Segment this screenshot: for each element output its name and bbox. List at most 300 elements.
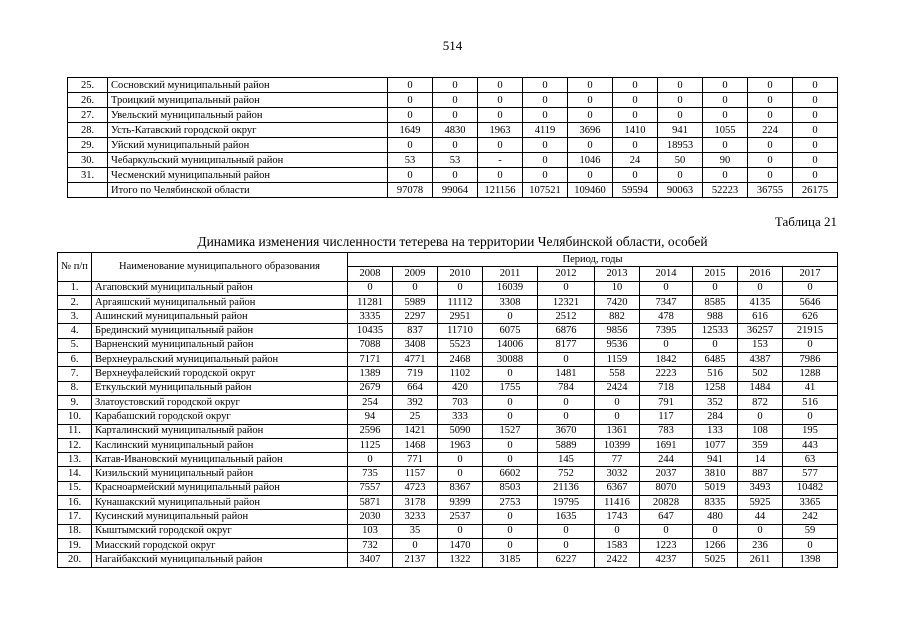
header-year: 2015	[693, 267, 738, 281]
value-cell: 1398	[783, 553, 838, 567]
value-cell: 2512	[538, 310, 595, 324]
value-cell: 0	[393, 281, 438, 295]
value-cell: 0	[388, 93, 433, 108]
value-cell: 0	[523, 153, 568, 168]
value-cell: 0	[783, 538, 838, 552]
row-name: Сосновский муниципальный район	[108, 78, 388, 93]
value-cell: 1691	[640, 438, 693, 452]
value-cell: 791	[640, 395, 693, 409]
row-number: 17.	[58, 510, 92, 524]
header-year: 2011	[483, 267, 538, 281]
header-year: 2013	[595, 267, 640, 281]
value-cell: 0	[568, 108, 613, 123]
row-number: 13.	[58, 453, 92, 467]
value-cell: 719	[393, 367, 438, 381]
row-number: 15.	[58, 481, 92, 495]
value-cell: 0	[793, 168, 838, 183]
value-cell: 0	[748, 168, 793, 183]
row-name: Усть-Катавский городской округ	[108, 123, 388, 138]
table-top-continuation	[67, 77, 838, 198]
value-cell: 11281	[348, 295, 393, 309]
row-name: Верхнеуфалейский городской округ	[92, 367, 348, 381]
value-cell: 7420	[595, 295, 640, 309]
value-cell: 0	[703, 108, 748, 123]
value-cell: 12533	[693, 324, 738, 338]
value-cell: 3407	[348, 553, 393, 567]
row-number: 20.	[58, 553, 92, 567]
row-name: Кыштымский городской округ	[92, 524, 348, 538]
row-name: Миасский городской округ	[92, 538, 348, 552]
value-cell: 90063	[658, 183, 703, 198]
value-cell: 5019	[693, 481, 738, 495]
value-cell: 21136	[538, 481, 595, 495]
value-cell: 1125	[348, 438, 393, 452]
table-row	[58, 338, 838, 352]
value-cell: 887	[738, 467, 783, 481]
value-cell: 8585	[693, 295, 738, 309]
row-number: 5.	[58, 338, 92, 352]
value-cell: 7347	[640, 295, 693, 309]
row-name: Уйский муниципальный район	[108, 138, 388, 153]
row-number: 4.	[58, 324, 92, 338]
value-cell: 941	[693, 453, 738, 467]
table-number: Таблица 21	[774, 214, 837, 229]
value-cell: 7171	[348, 353, 393, 367]
value-cell: 783	[640, 424, 693, 438]
value-cell: -	[478, 153, 523, 168]
value-cell: 52223	[703, 183, 748, 198]
value-cell: 2422	[595, 553, 640, 567]
value-cell: 1470	[438, 538, 483, 552]
value-cell: 0	[595, 395, 640, 409]
value-cell: 1583	[595, 538, 640, 552]
value-cell: 352	[693, 395, 738, 409]
value-cell: 577	[783, 467, 838, 481]
page-number: 514	[442, 38, 463, 53]
value-cell: 0	[483, 524, 538, 538]
header-year: 2012	[538, 267, 595, 281]
value-cell: 19795	[538, 496, 595, 510]
value-cell: 0	[388, 138, 433, 153]
value-cell: 121156	[478, 183, 523, 198]
value-cell: 0	[538, 353, 595, 367]
value-cell: 11416	[595, 496, 640, 510]
value-cell: 732	[348, 538, 393, 552]
value-cell: 0	[748, 108, 793, 123]
header-year: 2016	[738, 267, 783, 281]
value-cell: 145	[538, 453, 595, 467]
row-name: Еткульский муниципальный район	[92, 381, 348, 395]
value-cell: 1527	[483, 424, 538, 438]
value-cell: 0	[613, 138, 658, 153]
row-name: Кусинский муниципальный район	[92, 510, 348, 524]
value-cell: 3696	[568, 123, 613, 138]
row-number: 29.	[68, 138, 108, 153]
row-name: Верхнеуральский муниципальный район	[92, 353, 348, 367]
value-cell: 5025	[693, 553, 738, 567]
value-cell: 0	[438, 281, 483, 295]
table-row	[68, 153, 838, 168]
table-row	[58, 453, 838, 467]
table-main	[57, 252, 838, 568]
value-cell: 0	[693, 281, 738, 295]
value-cell: 516	[693, 367, 738, 381]
table-row	[58, 438, 838, 452]
value-cell: 1288	[783, 367, 838, 381]
value-cell: 2753	[483, 496, 538, 510]
value-cell: 6227	[538, 553, 595, 567]
value-cell: 3233	[393, 510, 438, 524]
table-row	[58, 553, 838, 567]
value-cell: 1102	[438, 367, 483, 381]
value-cell: 50	[658, 153, 703, 168]
value-cell: 0	[478, 78, 523, 93]
value-cell: 3493	[738, 481, 783, 495]
row-number: 8.	[58, 381, 92, 395]
value-cell: 12321	[538, 295, 595, 309]
value-cell: 2037	[640, 467, 693, 481]
value-cell: 0	[523, 93, 568, 108]
value-cell: 8367	[438, 481, 483, 495]
value-cell: 236	[738, 538, 783, 552]
value-cell: 8070	[640, 481, 693, 495]
value-cell: 109460	[568, 183, 613, 198]
value-cell: 242	[783, 510, 838, 524]
value-cell: 0	[793, 153, 838, 168]
value-cell: 0	[748, 93, 793, 108]
value-cell: 0	[693, 524, 738, 538]
row-number: 30.	[68, 153, 108, 168]
value-cell: 8177	[538, 338, 595, 352]
header-year: 2010	[438, 267, 483, 281]
table-row	[58, 538, 838, 552]
value-cell: 0	[523, 108, 568, 123]
value-cell: 626	[783, 310, 838, 324]
value-cell: 1421	[393, 424, 438, 438]
value-cell: 882	[595, 310, 640, 324]
value-cell: 4771	[393, 353, 438, 367]
header-year: 2017	[783, 267, 838, 281]
value-cell: 7557	[348, 481, 393, 495]
value-cell: 4119	[523, 123, 568, 138]
value-cell: 195	[783, 424, 838, 438]
value-cell: 1159	[595, 353, 640, 367]
value-cell: 359	[738, 438, 783, 452]
value-cell: 0	[483, 438, 538, 452]
value-cell: 1157	[393, 467, 438, 481]
row-number: 7.	[58, 367, 92, 381]
table-row	[68, 168, 838, 183]
table-title: Динамика изменения численности тетерева на территории Челябинской области, особей	[197, 234, 708, 249]
value-cell: 103	[348, 524, 393, 538]
row-number: 9.	[58, 395, 92, 409]
value-cell: 0	[748, 78, 793, 93]
value-cell: 2596	[348, 424, 393, 438]
header-period: Период, годы	[348, 253, 838, 267]
value-cell: 26175	[793, 183, 838, 198]
row-name: Аргаяшский муниципальный район	[92, 295, 348, 309]
value-cell: 5989	[393, 295, 438, 309]
value-cell: 3810	[693, 467, 738, 481]
table-row	[68, 138, 838, 153]
value-cell: 6367	[595, 481, 640, 495]
value-cell: 1046	[568, 153, 613, 168]
value-cell: 784	[538, 381, 595, 395]
value-cell: 133	[693, 424, 738, 438]
table-row	[58, 496, 838, 510]
value-cell: 10482	[783, 481, 838, 495]
value-cell: 1055	[703, 123, 748, 138]
row-number: 19.	[58, 538, 92, 552]
value-cell: 0	[568, 168, 613, 183]
table-row	[58, 310, 838, 324]
value-cell: 0	[783, 281, 838, 295]
value-cell: 0	[478, 93, 523, 108]
value-cell: 0	[483, 510, 538, 524]
value-cell: 502	[738, 367, 783, 381]
value-cell: 0	[433, 93, 478, 108]
value-cell: 0	[523, 138, 568, 153]
value-cell: 0	[658, 93, 703, 108]
value-cell: 0	[433, 108, 478, 123]
value-cell: 5925	[738, 496, 783, 510]
table-row	[68, 123, 838, 138]
value-cell: 1755	[483, 381, 538, 395]
value-cell: 5523	[438, 338, 483, 352]
value-cell: 11112	[438, 295, 483, 309]
value-cell: 0	[483, 367, 538, 381]
value-cell: 1266	[693, 538, 738, 552]
value-cell: 988	[693, 310, 738, 324]
table-row	[58, 381, 838, 395]
value-cell: 0	[640, 281, 693, 295]
value-cell: 107521	[523, 183, 568, 198]
value-cell: 0	[438, 467, 483, 481]
table-row	[58, 524, 838, 538]
table-row	[68, 108, 838, 123]
value-cell: 392	[393, 395, 438, 409]
table-row	[68, 183, 838, 198]
value-cell: 6876	[538, 324, 595, 338]
value-cell: 771	[393, 453, 438, 467]
table-row	[58, 324, 838, 338]
value-cell: 18953	[658, 138, 703, 153]
value-cell: 2030	[348, 510, 393, 524]
table-row	[68, 93, 838, 108]
row-name: Карталинский муниципальный район	[92, 424, 348, 438]
value-cell: 0	[483, 410, 538, 424]
value-cell: 664	[393, 381, 438, 395]
value-cell: 718	[640, 381, 693, 395]
value-cell: 1077	[693, 438, 738, 452]
row-name: Чесменский муниципальный район	[108, 168, 388, 183]
value-cell: 0	[793, 138, 838, 153]
table-row	[58, 295, 838, 309]
row-number: 11.	[58, 424, 92, 438]
row-name: Катав-Ивановский муниципальный район	[92, 453, 348, 467]
value-cell: 0	[568, 78, 613, 93]
row-number: 3.	[58, 310, 92, 324]
value-cell: 0	[613, 108, 658, 123]
header-year: 2009	[393, 267, 438, 281]
value-cell: 2137	[393, 553, 438, 567]
value-cell: 6075	[483, 324, 538, 338]
value-cell: 0	[538, 281, 595, 295]
value-cell: 2611	[738, 553, 783, 567]
row-number: 31.	[68, 168, 108, 183]
value-cell: 3032	[595, 467, 640, 481]
value-cell: 0	[738, 281, 783, 295]
value-cell: 5871	[348, 496, 393, 510]
table-row	[58, 510, 838, 524]
value-cell: 1963	[438, 438, 483, 452]
value-cell: 0	[538, 395, 595, 409]
value-cell: 443	[783, 438, 838, 452]
value-cell: 735	[348, 467, 393, 481]
value-cell: 872	[738, 395, 783, 409]
value-cell: 1468	[393, 438, 438, 452]
value-cell: 0	[348, 453, 393, 467]
value-cell: 284	[693, 410, 738, 424]
value-cell: 1963	[478, 123, 523, 138]
row-name: Кизильский муниципальный район	[92, 467, 348, 481]
table-row	[58, 467, 838, 481]
value-cell: 6485	[693, 353, 738, 367]
value-cell: 2679	[348, 381, 393, 395]
value-cell: 25	[393, 410, 438, 424]
row-number: 10.	[58, 410, 92, 424]
table-row	[58, 353, 838, 367]
value-cell: 20828	[640, 496, 693, 510]
value-cell: 7395	[640, 324, 693, 338]
value-cell: 0	[595, 410, 640, 424]
value-cell: 99064	[433, 183, 478, 198]
value-cell: 0	[658, 78, 703, 93]
value-cell: 21915	[783, 324, 838, 338]
value-cell: 558	[595, 367, 640, 381]
value-cell: 0	[748, 138, 793, 153]
value-cell: 0	[703, 78, 748, 93]
value-cell: 117	[640, 410, 693, 424]
value-cell: 8503	[483, 481, 538, 495]
value-cell: 752	[538, 467, 595, 481]
value-cell: 0	[613, 168, 658, 183]
table-row	[58, 281, 838, 295]
value-cell: 0	[703, 168, 748, 183]
value-cell: 0	[433, 168, 478, 183]
header-number: № п/п	[58, 253, 92, 282]
value-cell: 0	[640, 338, 693, 352]
value-cell: 1743	[595, 510, 640, 524]
value-cell: 36257	[738, 324, 783, 338]
value-cell: 0	[483, 453, 538, 467]
value-cell: 1322	[438, 553, 483, 567]
table-row	[58, 410, 838, 424]
value-cell: 9856	[595, 324, 640, 338]
value-cell: 616	[738, 310, 783, 324]
value-cell: 5889	[538, 438, 595, 452]
row-name: Агаповский муниципальный район	[92, 281, 348, 295]
value-cell: 8335	[693, 496, 738, 510]
value-cell: 3178	[393, 496, 438, 510]
row-name: Каслинский муниципальный район	[92, 438, 348, 452]
value-cell: 2537	[438, 510, 483, 524]
value-cell: 0	[433, 138, 478, 153]
value-cell: 254	[348, 395, 393, 409]
value-cell: 153	[738, 338, 783, 352]
value-cell: 63	[783, 453, 838, 467]
row-number: 25.	[68, 78, 108, 93]
value-cell: 108	[738, 424, 783, 438]
row-name: Чебаркульский муниципальный район	[108, 153, 388, 168]
value-cell: 0	[640, 524, 693, 538]
value-cell: 0	[793, 108, 838, 123]
row-number: 1.	[58, 281, 92, 295]
value-cell: 2297	[393, 310, 438, 324]
value-cell: 2424	[595, 381, 640, 395]
value-cell: 14006	[483, 338, 538, 352]
value-cell: 941	[658, 123, 703, 138]
value-cell: 0	[388, 78, 433, 93]
value-cell: 0	[523, 168, 568, 183]
value-cell: 0	[438, 453, 483, 467]
row-number: 6.	[58, 353, 92, 367]
value-cell: 7986	[783, 353, 838, 367]
value-cell: 30088	[483, 353, 538, 367]
value-cell: 0	[523, 78, 568, 93]
row-name: Карабашский городской округ	[92, 410, 348, 424]
row-name: Златоустовский городской округ	[92, 395, 348, 409]
value-cell: 6602	[483, 467, 538, 481]
row-name: Кунашакский муниципальный район	[92, 496, 348, 510]
table-row	[58, 424, 838, 438]
table-row	[68, 78, 838, 93]
value-cell: 1635	[538, 510, 595, 524]
value-cell: 647	[640, 510, 693, 524]
row-number: 12.	[58, 438, 92, 452]
value-cell: 1361	[595, 424, 640, 438]
value-cell: 0	[693, 338, 738, 352]
value-cell: 0	[538, 410, 595, 424]
header-year: 2014	[640, 267, 693, 281]
value-cell: 9399	[438, 496, 483, 510]
value-cell: 478	[640, 310, 693, 324]
value-cell: 0	[793, 78, 838, 93]
value-cell: 1649	[388, 123, 433, 138]
row-number: 14.	[58, 467, 92, 481]
value-cell: 0	[738, 524, 783, 538]
value-cell: 5646	[783, 295, 838, 309]
value-cell: 480	[693, 510, 738, 524]
row-number: 28.	[68, 123, 108, 138]
value-cell: 10435	[348, 324, 393, 338]
value-cell: 3408	[393, 338, 438, 352]
value-cell: 77	[595, 453, 640, 467]
value-cell: 0	[703, 138, 748, 153]
row-number: 18.	[58, 524, 92, 538]
table-row	[58, 395, 838, 409]
table-row	[58, 367, 838, 381]
value-cell: 1484	[738, 381, 783, 395]
value-cell: 94	[348, 410, 393, 424]
value-cell: 0	[738, 410, 783, 424]
header-year: 2008	[348, 267, 393, 281]
value-cell: 0	[703, 93, 748, 108]
value-cell: 4830	[433, 123, 478, 138]
row-name: Итого по Челябинской области	[108, 183, 388, 198]
value-cell: 3185	[483, 553, 538, 567]
value-cell: 0	[393, 538, 438, 552]
